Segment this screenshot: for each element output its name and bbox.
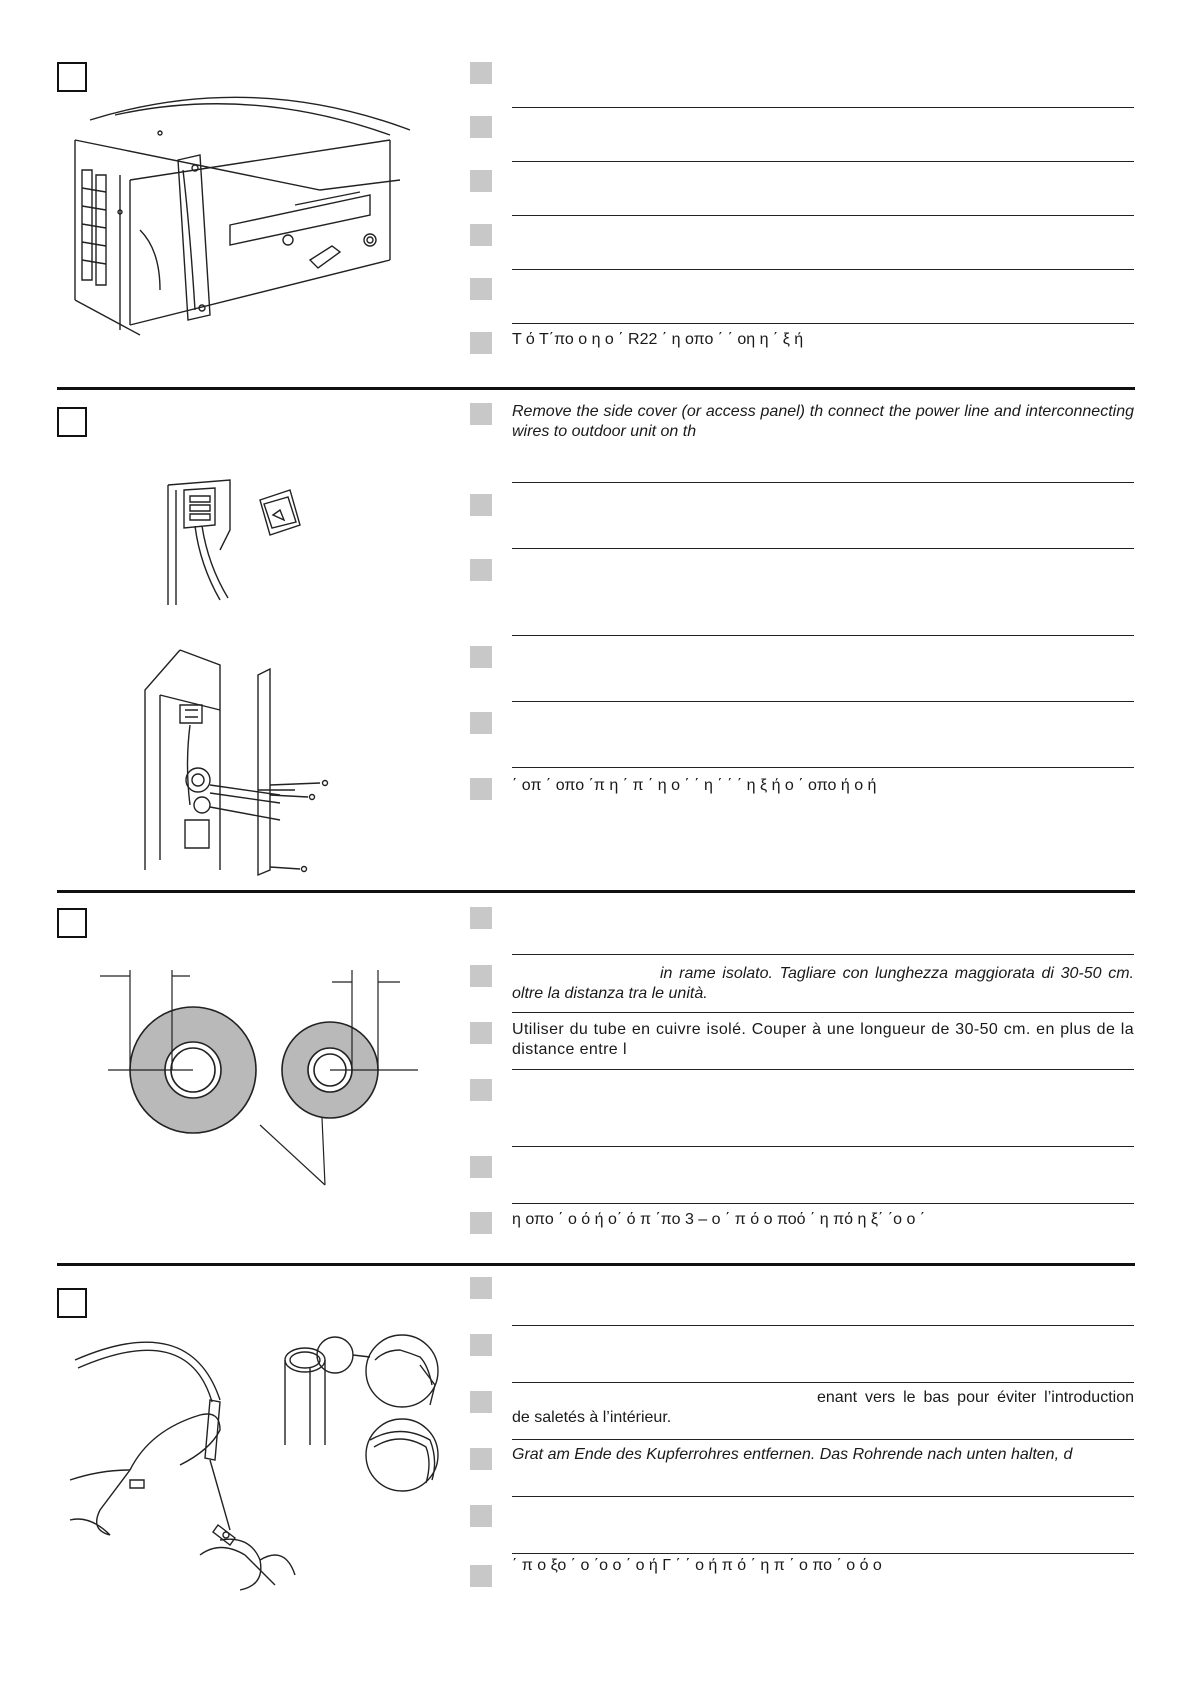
row-separator [512,635,1134,636]
language-marker [470,1156,492,1178]
row-separator [512,1146,1134,1147]
section-divider [57,387,1135,390]
language-marker [470,1079,492,1101]
row-separator [512,161,1134,162]
row-text: in rame isolato. Tagliare con lunghezza maggiorata di 30-50 cm. oltre la distanza tra le unità. [512,965,1134,1002]
row-separator [512,1012,1134,1013]
section-divider [57,890,1135,893]
language-marker [470,778,492,800]
row-separator [512,1553,1134,1554]
row-separator [512,1203,1134,1204]
section-divider [57,1263,1135,1266]
language-marker [470,1022,492,1044]
row-text: ΄ π ο ξο ΄ ο ΄ο ο ΄ ο ή Γ ΄ ΄ ο ή π ό ΄ η π ΄ ο πο ΄ ο ό ο [512,1557,882,1574]
row-text: enant vers le bas pour éviter l’introduction de saletés à l’intérieur. [512,1389,1134,1426]
language-marker [470,278,492,300]
language-marker [470,332,492,354]
wiring-terminal-illustration [160,470,340,610]
row-text: Grat am Ende des Kupferrohres entfernen. Das Rohrende nach unten halten, d [512,1446,1073,1463]
side-cover-removal-illustration [140,645,360,875]
row-text: Remove the side cover (or access panel) th connect the power line and interconnecting wires to outdoor unit on th [512,403,1134,440]
language-marker [470,1448,492,1470]
row-separator [512,215,1134,216]
language-marker [470,403,492,425]
row-separator [512,482,1134,483]
row-separator [512,1439,1134,1440]
language-marker [470,1212,492,1234]
row-text: η οπο ΄ ο ό ή ο΄ ό π ΄πο 3 – ο ΄ π ό ο ποό ΄ η πό η ξ΄ ΄ο ο ΄ [512,1211,926,1228]
step-box-3 [57,908,87,938]
language-marker [470,965,492,987]
row-separator [512,323,1134,324]
language-marker [470,1391,492,1413]
language-marker [470,494,492,516]
row-separator [512,269,1134,270]
row-separator [512,1496,1134,1497]
language-marker [470,646,492,668]
pipe-end-detail-illustration [270,1335,450,1495]
step-box-4 [57,1288,87,1318]
language-marker [470,1505,492,1527]
row-separator [512,1382,1134,1383]
row-separator [512,107,1134,108]
step-box-2 [57,407,87,437]
row-text: Τ ό Τ΄πο ο η ο ΄ R22 ΄ η οπο ΄ ΄ οη η ΄ ξ ή [512,331,804,348]
row-separator [512,767,1134,768]
language-marker [470,1277,492,1299]
language-marker [470,712,492,734]
language-marker [470,116,492,138]
language-marker [470,62,492,84]
language-marker [470,559,492,581]
row-text: ΄ οπ ΄ οπο ΄π η ΄ π ΄ η ο ΄ ΄ η ΄ ΄ ΄ η ξ ή ο ΄ οπο ή ο ή [512,777,877,794]
language-marker [470,907,492,929]
row-separator [512,1325,1134,1326]
step-box-1 [57,62,87,92]
insulated-pipe-cross-section-illustration [100,970,420,1200]
row-text: Utiliser du tube en cuivre isolé. Couper à une longueur de 30-50 cm. en plus de la distance entre l [512,1021,1134,1058]
language-marker [470,170,492,192]
language-marker [470,1565,492,1587]
row-separator [512,954,1134,955]
outdoor-unit-illustration [70,100,450,350]
language-marker [470,1334,492,1356]
row-separator [512,701,1134,702]
row-separator [512,1069,1134,1070]
row-separator [512,548,1134,549]
language-marker [470,224,492,246]
